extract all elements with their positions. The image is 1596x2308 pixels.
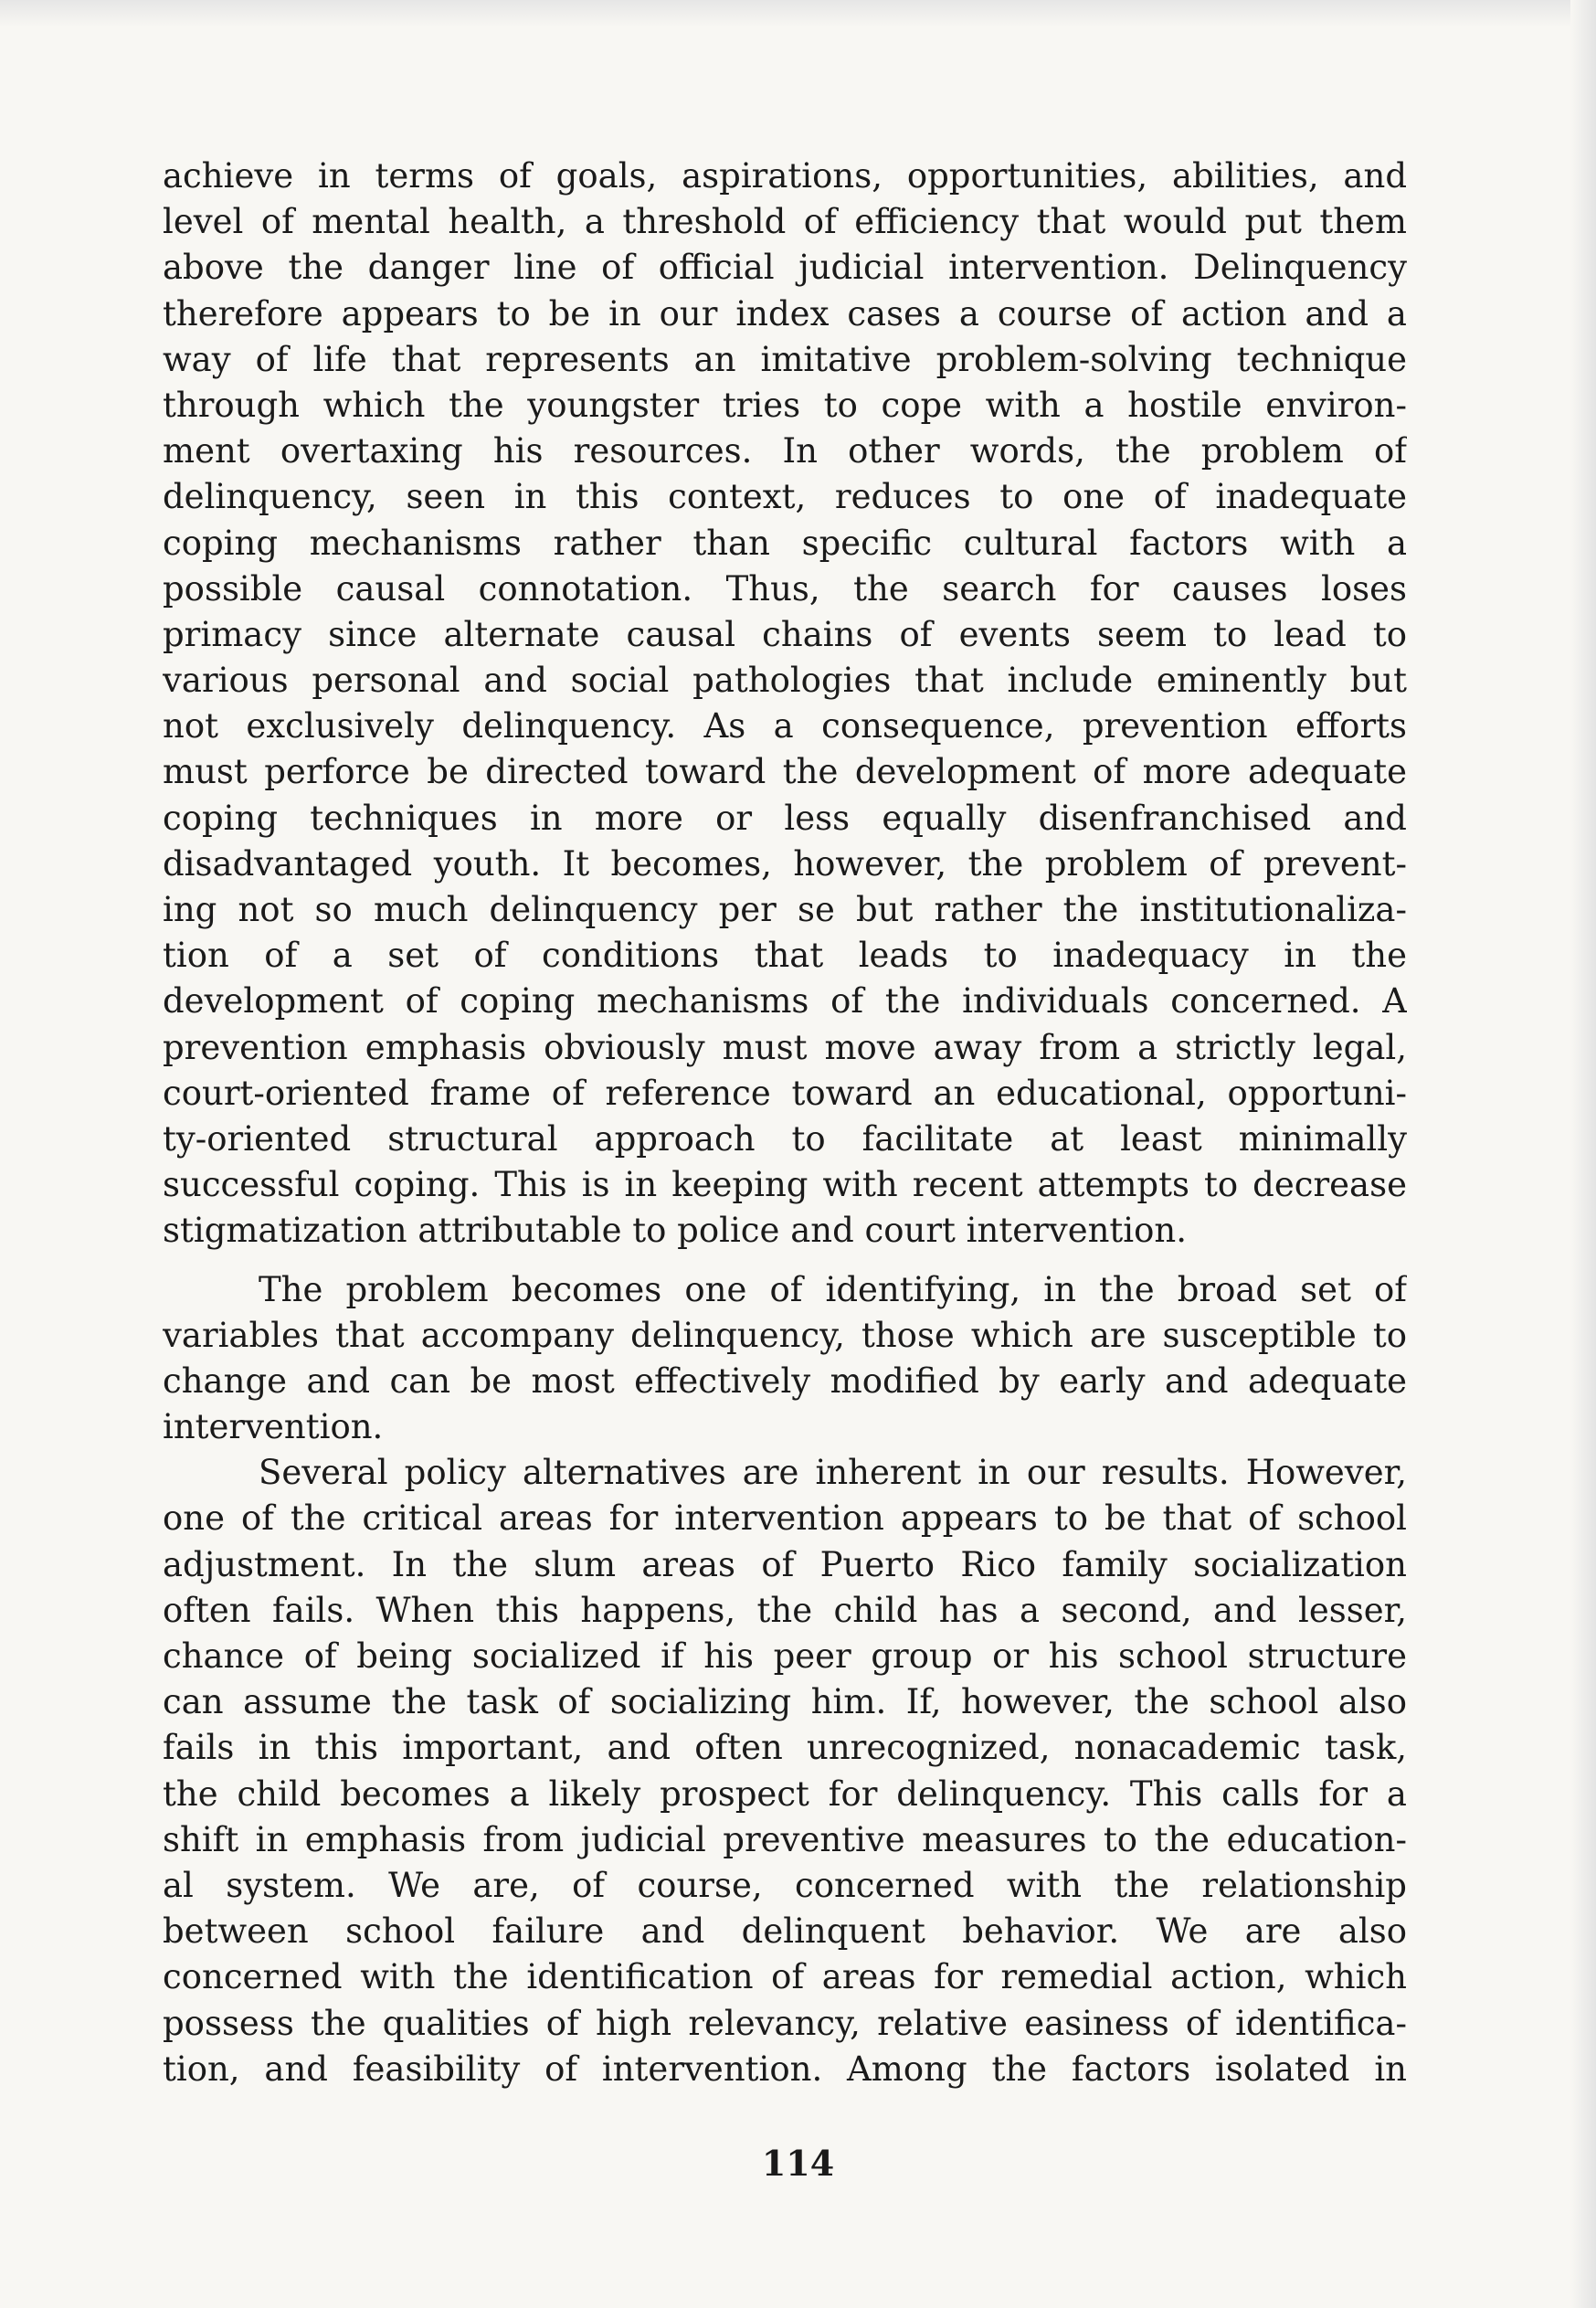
text-line: the child becomes a likely prospect for delinquency. This calls for a	[163, 1773, 1407, 1814]
text-line: coping mechanisms rather than specific cultural factors with a	[163, 523, 1407, 563]
text-line: ing not so much delinquency per se but rather the institutionaliza-	[163, 890, 1407, 929]
text-line: shift in emphasis from judicial preventive measures to the education-	[163, 1819, 1407, 1859]
text-line: possible causal connotation. Thus, the search for causes loses	[163, 568, 1407, 609]
text-line: way of life that represents an imitative problem-solving technique	[163, 339, 1407, 379]
scan-top-edge	[0, 0, 1596, 27]
text-line: development of coping mechanisms of the individuals concerned. A	[163, 981, 1407, 1022]
text-line: intervention.	[163, 1407, 384, 1447]
text-line: fails in this important, and often unrecognized, nonacademic task,	[163, 1728, 1407, 1768]
paragraph-2	[163, 1267, 1407, 1451]
paragraph-1	[163, 154, 1407, 1255]
text-line: chance of being socialized if his peer group or his school structure	[163, 1636, 1407, 1676]
body-text	[163, 154, 1407, 2092]
text-line: The problem becomes one of identifying, in the broad set of	[259, 1269, 1407, 1309]
text-line: primacy since alternate causal chains of events seem to lead to	[163, 614, 1407, 654]
text-line: adjustment. In the slum areas of Puerto Rico family socialization	[163, 1544, 1407, 1584]
text-line: above the danger line of official judicial intervention. Delinquency	[163, 248, 1407, 288]
text-line: not exclusively delinquency. As a consequence, prevention efforts	[163, 706, 1407, 746]
text-line: achieve in terms of goals, aspirations, opportunities, abilities, and	[163, 156, 1407, 196]
text-line: ment overtaxing his resources. In other words, the problem of	[163, 431, 1407, 471]
text-line: level of mental health, a threshold of efficiency that would put them	[163, 202, 1407, 242]
paragraph-3	[163, 1450, 1407, 2092]
text-line: delinquency, seen in this context, reduces to one of inadequate	[163, 477, 1407, 517]
text-line: prevention emphasis obviously must move away from a strictly legal,	[163, 1027, 1407, 1067]
text-line: possess the qualities of high relevancy, relative easiness of identifica-	[163, 2003, 1407, 2043]
text-line: tion, and feasibility of intervention. Among the factors isolated in	[163, 2049, 1407, 2089]
page-number: 114	[761, 2143, 835, 2184]
text-line: change and can be most effectively modified by early and adequate	[163, 1360, 1407, 1401]
paragraph-gap	[163, 1255, 1407, 1267]
text-line: tion of a set of conditions that leads to inadequacy in the	[163, 936, 1407, 976]
text-line: various personal and social pathologies that include eminently but	[163, 661, 1407, 701]
text-line: Several policy alternatives are inherent in our results. However,	[259, 1453, 1407, 1493]
scan-right-edge	[1570, 0, 1596, 2308]
text-line: stigmatization attributable to police and court intervention.	[163, 1211, 1187, 1251]
text-line: often fails. When this happens, the child has a second, and lesser,	[163, 1590, 1407, 1630]
text-line: ty-oriented structural approach to facilitate at least minimally	[163, 1118, 1407, 1159]
text-line: coping techniques in more or less equally disenfranchised and	[163, 798, 1407, 838]
text-line: variables that accompany delinquency, those which are susceptible to	[163, 1315, 1407, 1355]
text-line: one of the critical areas for intervention appears to be that of school	[163, 1498, 1407, 1539]
text-line: therefore appears to be in our index cases a course of action and a	[163, 293, 1407, 333]
text-line: through which the youngster tries to cope with a hostile environ-	[163, 385, 1407, 425]
text-line: can assume the task of socializing him. If, however, the school also	[163, 1682, 1407, 1722]
text-line: al system. We are, of course, concerned with the relationship	[163, 1865, 1407, 1905]
text-line: between school failure and delinquent behavior. We are also	[163, 1911, 1407, 1952]
text-line: must perforce be directed toward the development of more adequate	[163, 752, 1407, 792]
text-line: court-oriented frame of reference toward an educational, opportuni-	[163, 1073, 1407, 1113]
text-line: concerned with the identification of areas for remedial action, which	[163, 1957, 1407, 1997]
text-line: successful coping. This is in keeping with recent attempts to decrease	[163, 1165, 1407, 1205]
text-line: disadvantaged youth. It becomes, however, the problem of prevent-	[163, 843, 1407, 884]
